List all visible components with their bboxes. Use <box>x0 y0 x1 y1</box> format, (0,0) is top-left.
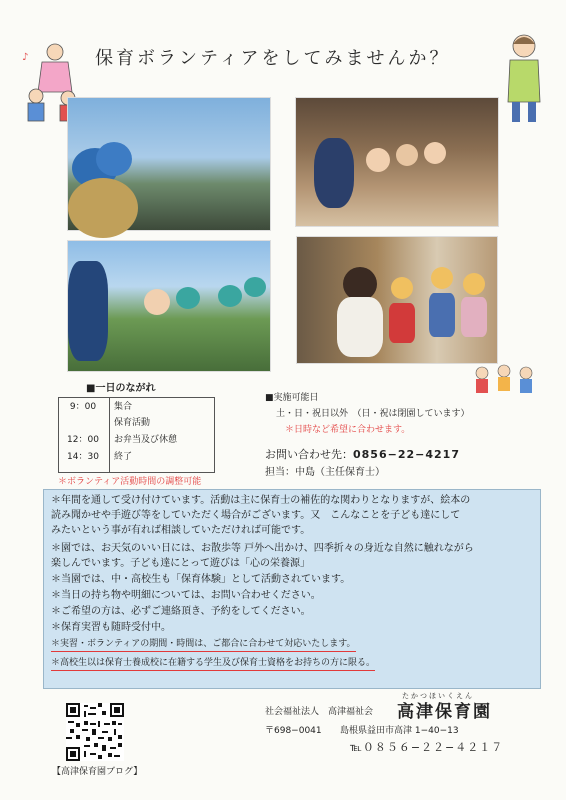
info-red-line: ＊実習・ボランティアの期間・時間は、ご都合に合わせて対応いたします。 <box>51 638 356 652</box>
footer-phone[interactable]: ℡０８５６−２２−４２１７ <box>350 741 504 754</box>
schedule-heading: ■一日のながれ <box>86 383 156 394</box>
contact-line: お問い合わせ先：0856−22−4217 <box>265 448 460 461</box>
blog-label[interactable]: 【高津保育園ブログ】 <box>52 767 143 777</box>
info-line: ＊園では、お天気のいい日には、お散歩等 戸外へ出かけ、四季折々の身近な自然に触れながら <box>51 543 474 554</box>
photo-teacher-reading <box>295 97 499 227</box>
photo-children-waving <box>67 97 271 231</box>
table-row: 9：00 集合 <box>69 402 133 412</box>
qr-code[interactable] <box>66 703 124 761</box>
org-name-ruby: たかつほいくえん <box>402 692 474 700</box>
info-line: みたいという事が有れば相談していただければ可能です。 <box>51 525 311 536</box>
info-line: ＊年間を通して受け付けています。活動は主に保育士の補佐的な関わりとなりますが、絵本の <box>51 495 471 506</box>
table-row: 保育活動 <box>114 418 151 428</box>
illustration-kids-group <box>472 363 538 401</box>
address: 島根県益田市高津 1−40−13 <box>340 726 459 736</box>
contact-person: 担当：中島（主任保育士） <box>265 467 385 478</box>
org-prefix: 社会福祉法人 高津福祉会 <box>265 707 374 717</box>
photo-children-crowns <box>296 236 498 364</box>
info-box <box>43 489 541 689</box>
info-line: ＊当園では、中・高校生も「保育体験」として活動されています。 <box>51 574 351 585</box>
table-row: 14：30 終了 <box>67 452 133 462</box>
availability-heading: ■実施可能日 <box>265 393 319 403</box>
contact-phone[interactable]: 0856−22−4217 <box>353 448 460 461</box>
table-row: 12：00 お弁当及び休憩 <box>67 435 178 445</box>
info-line: 読み聞かせや手遊び等をしていただく場合がございます。又 こんなことを子ども達にして <box>51 510 461 521</box>
svg-text:♪: ♪ <box>22 52 29 63</box>
info-line: ＊保育実習も随時受付中。 <box>51 622 171 633</box>
org-name: 高津保育園 <box>397 702 492 722</box>
info-line: 楽しんでいます。子ども達にとって遊びは「心の栄養源」 <box>51 558 310 569</box>
availability-days: 土・日・祝日以外 （日・祝は閉園しています） <box>276 409 470 419</box>
info-line: ＊ご希望の方は、必ずご連絡頂き、予約をしてください。 <box>51 606 311 617</box>
illustration-teacher <box>500 32 548 132</box>
availability-note: ＊日時など希望に合わせます。 <box>285 425 411 435</box>
schedule-table <box>58 397 215 473</box>
info-line: ＊当日の持ち物や明細については、お問い合わせください。 <box>51 590 321 601</box>
photo-children-grass <box>67 240 271 372</box>
postal-code: 〒698−0041 <box>265 726 322 736</box>
schedule-note: ＊ボランティア活動時間の調整可能 <box>58 477 202 487</box>
info-red-line: ＊高校生以は保育士養成校に在籍する学生及び保育士資格をお持ちの方に限る。 <box>51 657 375 671</box>
page-title: 保育ボランティアをしてみませんか？ <box>95 48 451 69</box>
